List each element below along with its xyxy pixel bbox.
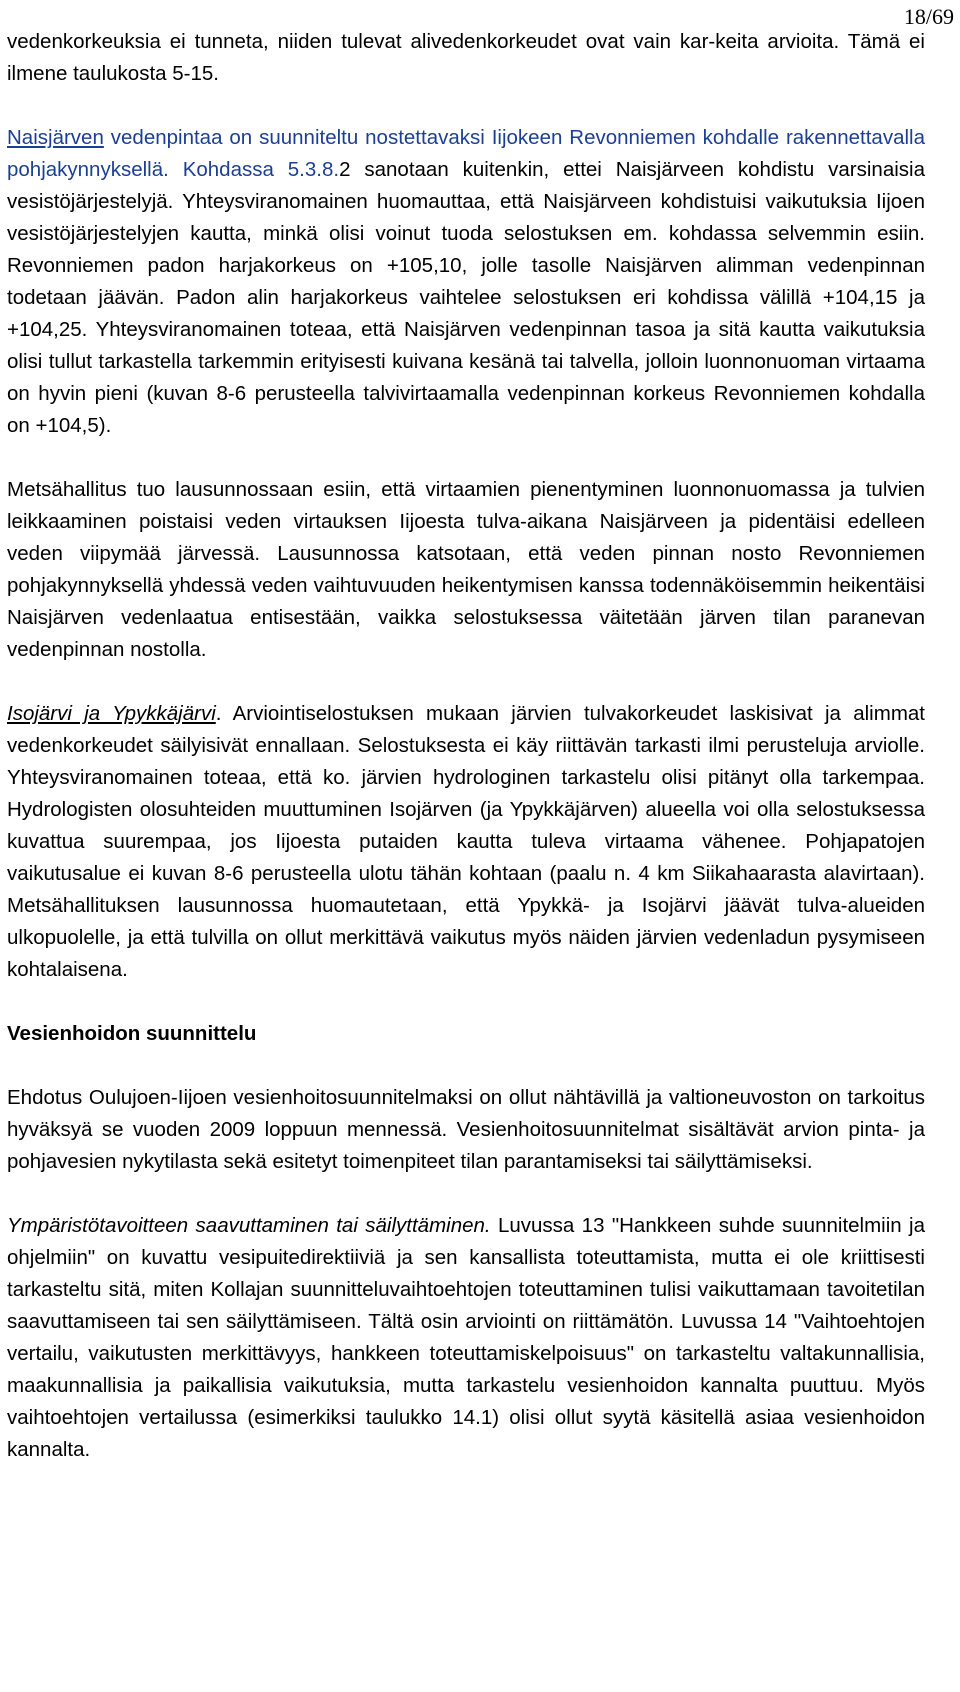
paragraph-naisjarvi (7, 122, 925, 442)
paragraph-vesienhoito: Ehdotus Oulujoen-Iijoen vesienhoitosuunnitelmaksi on ollut nähtävillä ja valtioneuvoston on tarkoitus hyväksyä se vuoden 2009 loppuun mennessä. Vesienhoitosuunnitelmat sisältävät arvion pinta- ja pohjavesien nykytilasta sekä esitetyt toimenpiteet tilan parantamiseksi tai säilyttämiseksi. (7, 1086, 925, 1173)
naisjarvi-link[interactable]: Naisjärven (7, 126, 104, 149)
isojarvi-text: . Arviointiselostuksen mukaan järvien tulvakorkeudet laskisivat ja alimmat vedenkorkeudet säilyisivät ennallaan. Selostuksesta ei käy riittävän tarkasti ilmi perusteluja arviolle. Yhteysviranomainen toteaa, että ko. järvien hydrologinen tarkastelu olisi pitänyt olla tarkempaa. Hydrologisten olosuhteiden muuttuminen Isojärven (ja Ypykkäjärven) alueella voi olla selostuksessa kuvattua suurempaa, jos Iijoesta putaiden kautta tuleva virtaama vähenee. Pohjapatojen vaikutusalue ei kuvan 8-6 perusteella ulotu tähän kohtaan (paalu n. 4 km Siikahaarasta alavirtaan). Metsähallituksen lausunnossa huomautetaan, että Ypykkä- ja Isojärvi jäävät tulva-alueiden ulkopuolelle, ja että tulvilla on ollut merkittävä vaikutus myös näiden järvien vedenladun pysymiseen kohtalaisena. (7, 702, 925, 981)
paragraph-1: vedenkorkeuksia ei tunneta, niiden tulevat alivedenkorkeudet ovat vain kar-keita arvioita. Tämä ei ilmene taulukosta 5-15. (7, 30, 925, 85)
paragraph-ymparistotavoite (7, 1210, 925, 1466)
isojarvi-subheading: Isojärvi ja Ypykkäjärvi (7, 702, 216, 725)
paragraph-metsahallitus: Metsähallitus tuo lausunnossaan esiin, että virtaamien pienentyminen luonnonuomassa ja tulvien leikkaaminen poistaisi veden virtauksen Iijoesta tulva-aikana Naisjärveen ja pidentäisi edelleen veden viipymää järvessä. Lausunnossa katsotaan, että veden pinnan nosto Revonniemen pohjakynnyksellä yhdessä veden vaihtuvuuden heikentymisen kanssa todennäköisemmin heikentäisi Naisjärven vedenlaatua entisestään, vaikka selostuksessa väitetään järven tilan paranevan vedenpinnan nostolla. (7, 478, 925, 661)
ymparistotavoite-text: Luvussa 13 "Hankkeen suhde suunnitelmiin ja ohjelmiin" on kuvattu vesipuitedirektiiviä ja sen kansallista toteuttamista, mutta ei ole kriittisesti tarkasteltu sitä, miten Kollajan suunnitteluvaihtoehtojen toteuttaminen tulisi vaikuttamaan tavoitetilan saavuttamiseen tai sen säilyttämiseen. Tältä osin arviointi on riittämätön. Luvussa 14 "Vaihtoehtojen vertailu, vaikutusten merkittävyys, hankkeen toteuttamiskelpoisuus" on tarkasteltu valtakunnallisia, maakunnallisia ja paikallisia vaikutuksia, mutta tarkastelu vesienhoidon kannalta puuttuu. Myös vaihtoehtojen vertailussa (esimerkiksi taulukko 14.1) olisi ollut syytä käsitellä asiaa vesienhoidon kannalta. (7, 1214, 925, 1461)
naisjarvi-text: 2 sanotaan kuitenkin, ettei Naisjärveen kohdistu varsinaisia vesistöjärjestelyjä. Yhteysviranomainen huomauttaa, että Naisjärveen kohdistuisi vaikutuksia Iijoen vesistöjärjestelyjen kautta, minkä olisi voinut tuoda selostuksen em. kohdassa selvemmin esiin. Revonniemen padon harjakorkeus on +105,10, jolle tasolle Naisjärven alimman vedenpinnan todetaan jäävän. Padon alin harjakorkeus vaihtelee selostuksen eri kohdissa välillä +104,15 ja +104,25. Yhteysviranomainen toteaa, että Naisjärven vedenpinnan tasoa ja sitä kautta vaikutuksia olisi tullut tarkastella tarkemmin erityisesti kuivana kesänä tai talvella, jolloin luonnonuoman virtaama on hyvin pieni (kuvan 8-6 perusteella talvivirtaamalla vedenpinnan korkeus Revonniemen kohdalla on +104,5). (7, 158, 925, 437)
ymparistotavoite-subheading: Ympäristötavoitteen saavuttaminen tai säilyttäminen. (7, 1214, 491, 1237)
paragraph-isojarvi (7, 698, 925, 986)
document-body (7, 26, 925, 1466)
page-number: 18/69 (903, 4, 954, 29)
section-heading: Vesienhoidon suunnittelu (7, 1022, 257, 1045)
naisjarvi-highlight: vedenpintaa on suunniteltu nostettavaksi Iijokeen Revonniemen kohdalle rakennettavalla pohjakynnyksellä. Kohdassa 5.3.8. (7, 126, 925, 181)
